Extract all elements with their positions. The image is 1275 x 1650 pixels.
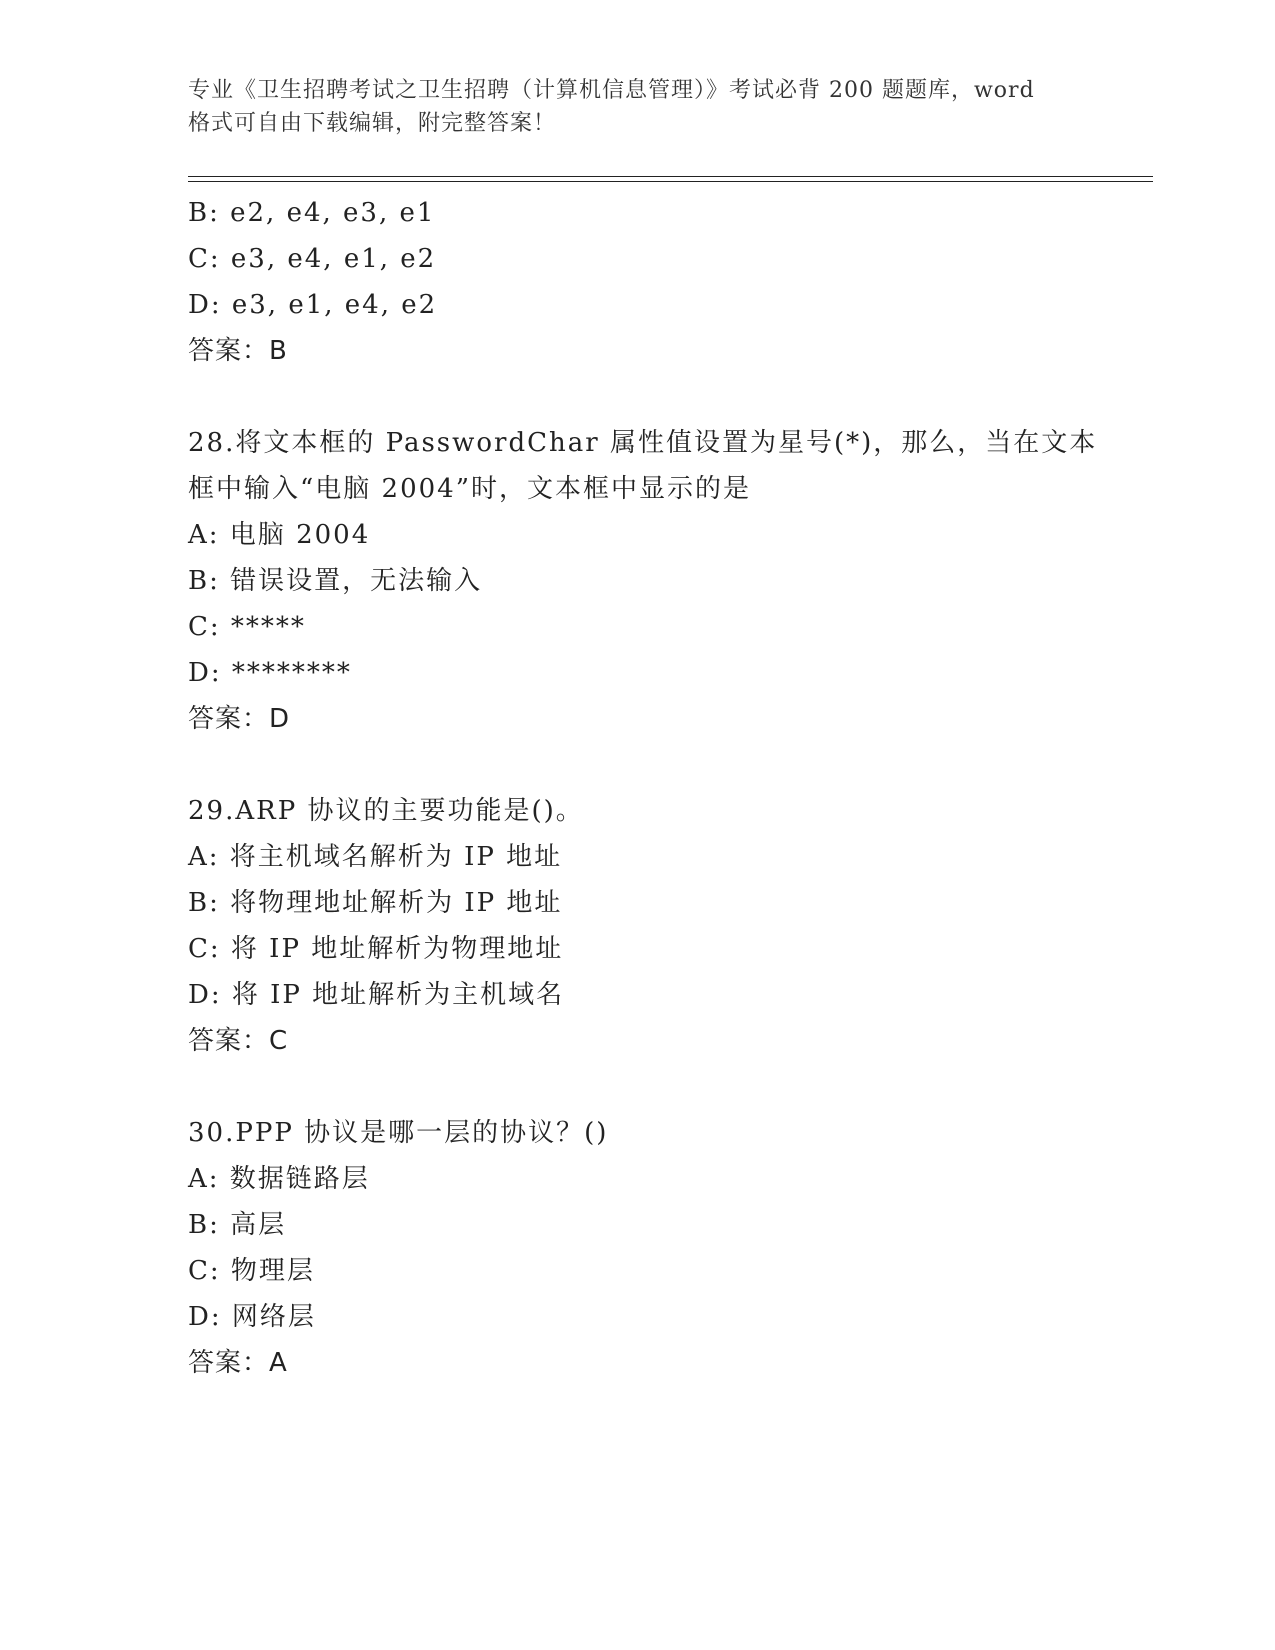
question-title-line-2: 框中输入“电脑 2004”时，文本框中显示的是 [188,474,752,504]
option-d: D: ******** [188,658,352,688]
option-a: A: 电脑 2004 [188,520,371,550]
question-30 [188,1110,1088,1386]
question-title: 30.PPP 协议是哪一层的协议？() [188,1118,609,1148]
answer-line: 答案：C [188,1026,289,1056]
previous-question-tail [188,190,1088,374]
answer-line: 答案：B [188,336,288,366]
option-d: D: 网络层 [188,1302,316,1332]
question-28 [188,420,1098,742]
question-title: 29.ARP 协议的主要功能是()。 [188,796,584,826]
question-29 [188,788,1088,1064]
header-rule-bottom [188,181,1153,182]
option-b: B: 将物理地址解析为 IP 地址 [188,888,563,918]
option-b: B: e2, e4, e3, e1 [188,198,436,228]
question-title-line-1: 28.将文本框的 PasswordChar 属性值设置为星号(*)，那么，当在文本 [188,428,1098,458]
option-c: C: ***** [188,612,306,642]
header-line-1: 专业《卫生招聘考试之卫生招聘（计算机信息管理）》考试必背 200 题题库，word [188,78,1035,103]
option-c: C: e3, e4, e1, e2 [188,244,437,274]
option-c: C: 物理层 [188,1256,315,1286]
document-header [188,74,1088,140]
answer-line: 答案：D [188,704,291,734]
option-c: C: 将 IP 地址解析为物理地址 [188,934,564,964]
option-b: B: 错误设置，无法输入 [188,566,483,596]
option-d: D: 将 IP 地址解析为主机域名 [188,980,565,1010]
option-b: B: 高层 [188,1210,287,1240]
option-a: A: 将主机域名解析为 IP 地址 [188,842,563,872]
option-a: A: 数据链路层 [188,1164,370,1194]
answer-line: 答案：A [188,1348,288,1378]
header-line-2: 格式可自由下载编辑，附完整答案！ [188,111,557,136]
option-d: D: e3, e1, e4, e2 [188,290,438,320]
question-list [188,190,1098,1386]
header-rule-top [188,176,1153,177]
